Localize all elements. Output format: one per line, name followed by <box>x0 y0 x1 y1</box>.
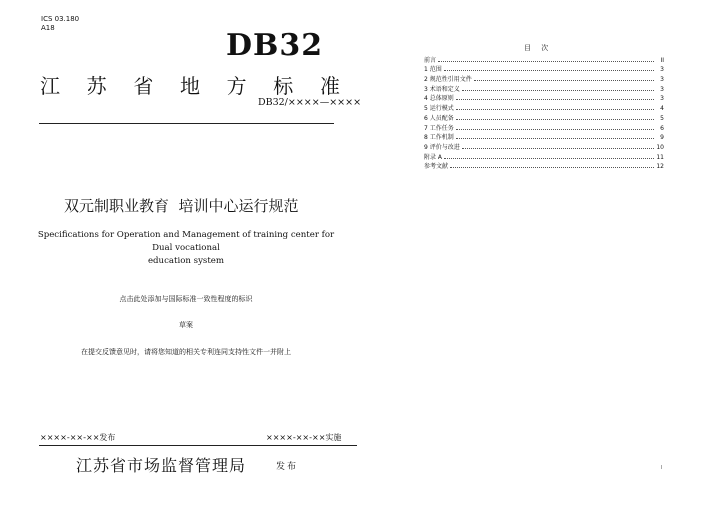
toc-entry[interactable] <box>424 112 664 122</box>
publish-date: ××××-××-××发布 <box>40 433 116 442</box>
toc-leader <box>462 90 654 91</box>
toc-entry-label: 8 工作机制 <box>424 134 454 142</box>
toc-entry[interactable] <box>424 161 664 171</box>
toc-leader <box>456 119 654 120</box>
toc-entry-label: 5 运行模式 <box>424 105 454 113</box>
toc-leader <box>474 80 654 81</box>
toc-entry-page: 4 <box>660 105 664 113</box>
toc-entry-page: II <box>660 56 664 64</box>
title-en-line: education system <box>147 256 225 266</box>
toc-entry-label: 7 工作任务 <box>424 124 454 132</box>
toc-entry-label: 附录 A <box>424 153 443 161</box>
title-char: 方 <box>226 74 247 98</box>
consistency-note: 点击此处添加与国际标准一致性程度的标识 <box>119 295 253 303</box>
toc-leader <box>444 70 654 71</box>
patent-note: 在提交反馈意见时，请将您知道的相关专利连同支持性文件一并附上 <box>81 348 291 356</box>
toc-entry[interactable] <box>424 132 664 142</box>
toc-entry-page: 3 <box>660 85 664 93</box>
toc-entry-label: 前言 <box>424 56 437 64</box>
issuer-suffix: 发布 <box>276 462 299 472</box>
toc-entry[interactable] <box>424 54 664 64</box>
document-title-en <box>36 229 336 268</box>
toc-entry[interactable] <box>424 151 664 161</box>
title-char: 标 <box>273 74 294 98</box>
table-of-contents <box>424 54 664 170</box>
title-char: 准 <box>319 74 340 98</box>
standard-type-title <box>40 70 340 99</box>
toc-entry-page: 3 <box>660 66 664 74</box>
toc-entry-page: 9 <box>660 134 664 142</box>
toc-leader <box>462 148 654 149</box>
toc-leader <box>456 99 654 100</box>
toc-entry[interactable] <box>424 64 664 74</box>
implement-date: ××××-××-××实施 <box>266 433 342 442</box>
title-char: 江 <box>40 74 60 98</box>
top-divider <box>39 123 334 124</box>
toc-entry-page: 10 <box>656 143 664 151</box>
standard-number: DB32/××××—×××× <box>258 97 362 108</box>
toc-leader <box>444 158 654 159</box>
classification-codes <box>41 15 79 33</box>
title-char: 地 <box>179 74 200 98</box>
toc-entry[interactable] <box>424 73 664 83</box>
ics-code: ICS 03.180 <box>41 15 80 23</box>
draft-label: 草案 <box>179 321 193 329</box>
toc-title: 目 次 <box>524 44 553 52</box>
page-number: I <box>661 465 663 471</box>
toc-entry-page: 6 <box>660 124 664 132</box>
title-en-line: Specifications for Operation and Management of training center for Dual vocational <box>37 230 335 253</box>
ccs-code: A18 <box>41 24 55 32</box>
toc-entry-label: 1 范围 <box>424 66 442 74</box>
toc-leader <box>456 129 654 130</box>
issuing-authority: 江苏省市场监督管理局 <box>76 456 247 475</box>
toc-leader <box>456 109 654 110</box>
toc-entry[interactable] <box>424 93 664 103</box>
toc-entry-label: 3 术语和定义 <box>424 85 460 93</box>
toc-entry-label: 参考文献 <box>424 163 449 171</box>
toc-entry-page: 11 <box>656 153 664 161</box>
toc-leader <box>450 167 654 168</box>
toc-entry-page: 12 <box>656 163 664 171</box>
toc-entry[interactable] <box>424 122 664 132</box>
toc-entry[interactable] <box>424 83 664 93</box>
toc-leader <box>438 61 654 62</box>
toc-entry-label: 2 规范性引用文件 <box>424 76 472 84</box>
bottom-divider <box>39 445 357 446</box>
toc-entry[interactable] <box>424 141 664 151</box>
toc-entry-label: 6 人员配备 <box>424 114 454 122</box>
toc-entry[interactable] <box>424 102 664 112</box>
title-char: 苏 <box>86 74 107 98</box>
toc-entry-page: 5 <box>660 114 664 122</box>
title-char: 省 <box>133 74 154 98</box>
document-title-zh: 双元制职业教育 培训中心运行规范 <box>64 197 299 215</box>
toc-entry-page: 3 <box>660 76 664 84</box>
toc-entry-page: 3 <box>660 95 664 103</box>
toc-entry-label: 9 评价与改进 <box>424 143 460 151</box>
db32-logo: DB32 <box>226 28 324 63</box>
toc-leader <box>456 138 654 139</box>
toc-entry-label: 4 总体原则 <box>424 95 454 103</box>
